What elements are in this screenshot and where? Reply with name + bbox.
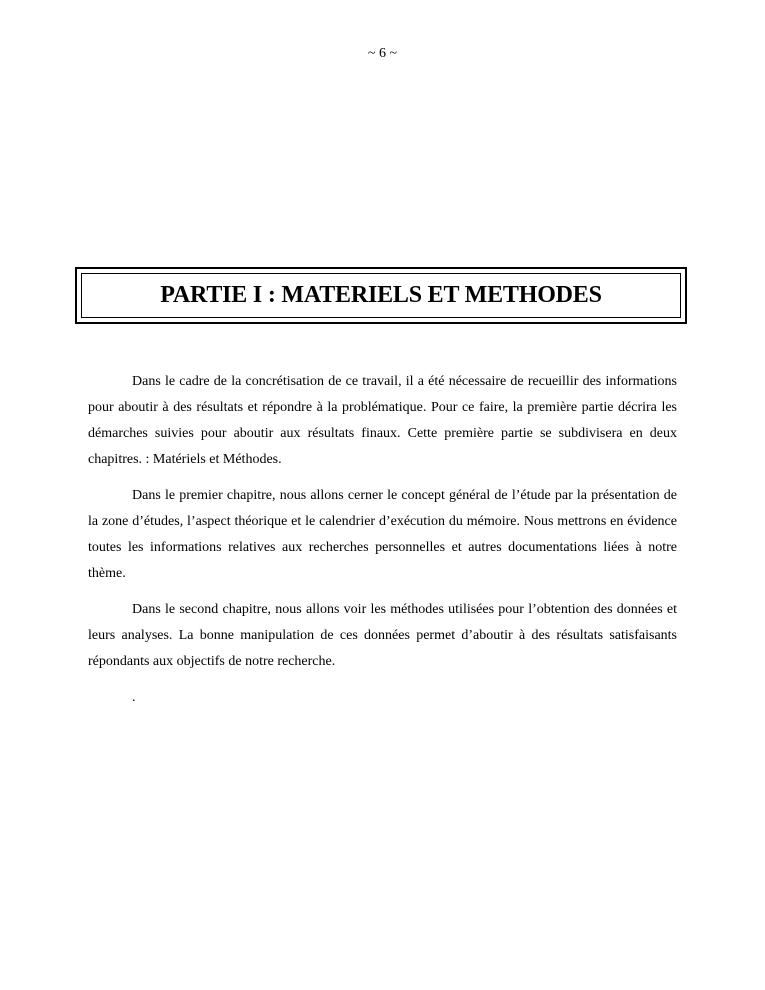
trailing-mark: . bbox=[132, 690, 136, 705]
page-number: ~ 6 ~ bbox=[367, 46, 398, 61]
paragraph-intro: Dans le cadre de la concrétisation de ce travail, il a été nécessaire de recueillir des informations pour aboutir à des résultats et répondre à la problématique. Pour ce faire, la première partie décrira les démarches suivies pour aboutir aux résultats finaux. Cette première partie se subdivisera en deux chapitres. : Matériels et Méthodes. bbox=[88, 374, 677, 467]
title-box-inner bbox=[81, 273, 681, 318]
title-box bbox=[75, 267, 687, 324]
part-title: PARTIE I : MATERIELS ET METHODES bbox=[160, 282, 602, 308]
paragraph-second-chapter: Dans le second chapitre, nous allons voir les méthodes utilisées pour l’obtention des données et leurs analyses. La bonne manipulation de ces données permet d’aboutir à des résultats satisfaisants répondants aux objectifs de notre recherche. bbox=[88, 602, 677, 669]
paragraph-first-chapter: Dans le premier chapitre, nous allons cerner le concept général de l’étude par la présentation de la zone d’études, l’aspect théorique et le calendrier d’exécution du mémoire. Nous mettrons en évidence toutes les informations relatives aux recherches personnelles et autres documentations liées à notre thème. bbox=[88, 488, 677, 581]
body-text bbox=[88, 369, 677, 711]
